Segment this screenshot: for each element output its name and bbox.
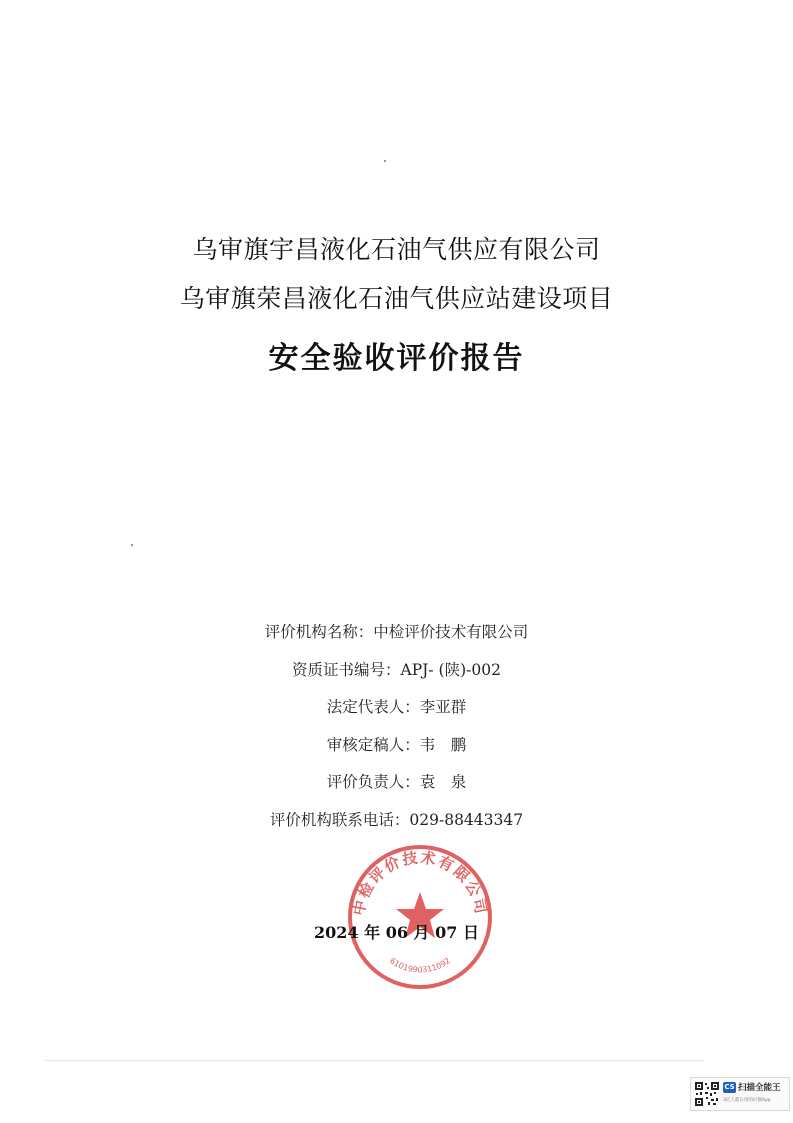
info-row-lead (0, 770, 793, 808)
scan-speck (131, 544, 133, 546)
info-label: 法定代表人： (326, 698, 420, 716)
info-value: 李亚群 (419, 698, 467, 716)
project-title: 乌审旗荣昌液化石油气供应站建设项目 (179, 284, 614, 313)
company-title: 乌审旗宇昌液化石油气供应有限公司 (192, 235, 601, 264)
camscanner-logo-icon: CS (724, 1083, 735, 1091)
info-row-certificate (0, 658, 793, 696)
seal-text-path: 中检评价技术有限公司 (349, 848, 491, 917)
info-label: 资质证书编号： (292, 660, 401, 679)
info-row-agency (0, 620, 793, 658)
info-label: 评价机构联系电话： (269, 810, 410, 829)
info-label: 审核定稿人： (326, 735, 420, 754)
info-value: 韦 鹏 (419, 735, 467, 754)
info-value: 029-88443347 (409, 810, 524, 829)
info-value: 袁 泉 (419, 773, 467, 791)
report-date: 2024 年 06 月 07 日 (314, 923, 479, 942)
report-title: 安全验收评价报告 (268, 341, 525, 376)
qr-code-icon (694, 1081, 720, 1107)
info-value: APJ- (陕)-002 (400, 660, 501, 679)
info-label: 评价负责人： (326, 773, 420, 791)
info-label: 评价机构名称： (264, 623, 374, 641)
info-row-reviewer (0, 733, 793, 771)
app-tagline: 3亿人都在用的扫描App (723, 1098, 771, 1103)
report-info-block (0, 620, 793, 845)
info-value: 中检评价技术有限公司 (373, 623, 529, 641)
info-row-legal-rep (0, 695, 793, 733)
official-seal-stamp (345, 842, 495, 992)
seal-number (388, 956, 452, 974)
app-name: 扫描全能王 (738, 1083, 781, 1093)
camscanner-badge (690, 1077, 790, 1111)
info-row-phone (0, 808, 793, 846)
scan-speck (384, 160, 386, 162)
seal-number-path: 6101990311092 (387, 956, 453, 975)
footer-divider (45, 1060, 705, 1061)
